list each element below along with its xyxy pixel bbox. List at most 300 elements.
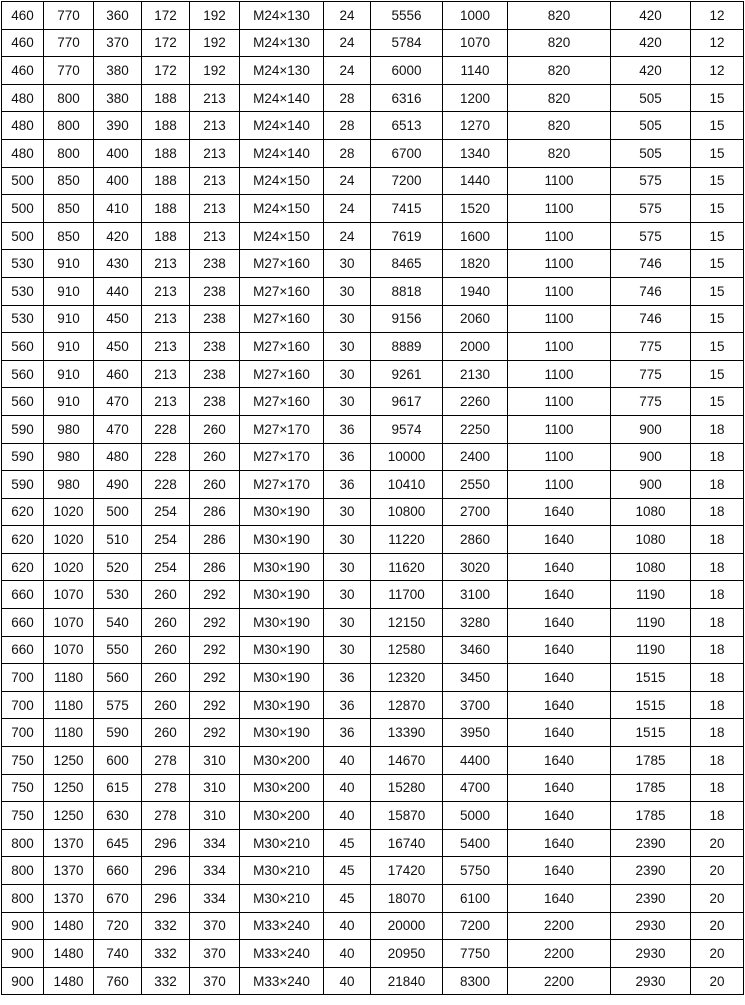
table-cell: 334 [190, 829, 240, 857]
table-cell: 980 [44, 471, 94, 499]
table-cell: 1270 [443, 112, 508, 140]
table-row [2, 471, 744, 499]
table-cell: M27×160 [240, 305, 324, 333]
table-cell: 490 [94, 471, 142, 499]
table-cell: 1100 [508, 167, 611, 195]
table-cell: 1070 [443, 29, 508, 57]
table-cell: 332 [142, 940, 190, 968]
table-cell: 213 [190, 84, 240, 112]
table-cell: 775 [611, 333, 691, 361]
table-cell: 6700 [371, 139, 443, 167]
table-cell: 334 [190, 857, 240, 885]
table-cell: 560 [94, 664, 142, 692]
table-row [2, 388, 744, 416]
table-cell: M33×240 [240, 940, 324, 968]
table-cell: 15 [691, 277, 744, 305]
spec-table [1, 1, 744, 995]
table-cell: 775 [611, 360, 691, 388]
table-row [2, 581, 744, 609]
table-cell: 1100 [508, 222, 611, 250]
table-cell: 750 [2, 802, 44, 830]
table-cell: 10000 [371, 443, 443, 471]
table-cell: 286 [190, 553, 240, 581]
table-cell: M27×160 [240, 250, 324, 278]
table-row [2, 84, 744, 112]
table-cell: M30×210 [240, 829, 324, 857]
table-cell: 575 [611, 222, 691, 250]
table-cell: 380 [94, 57, 142, 85]
table-cell: 238 [190, 333, 240, 361]
table-cell: M27×170 [240, 415, 324, 443]
table-cell: 400 [94, 167, 142, 195]
table-cell: 910 [44, 360, 94, 388]
table-cell: 12 [691, 57, 744, 85]
table-cell: 560 [2, 333, 44, 361]
table-cell: 450 [94, 305, 142, 333]
table-cell: 500 [2, 167, 44, 195]
table-cell: 480 [2, 139, 44, 167]
table-cell: 1100 [508, 360, 611, 388]
table-cell: 188 [142, 112, 190, 140]
table-cell: M30×190 [240, 498, 324, 526]
table-cell: M27×170 [240, 443, 324, 471]
table-row [2, 222, 744, 250]
table-cell: 310 [190, 802, 240, 830]
table-cell: 45 [324, 857, 371, 885]
table-cell: 40 [324, 967, 371, 995]
table-cell: 900 [2, 940, 44, 968]
table-cell: 40 [324, 802, 371, 830]
table-cell: 213 [190, 112, 240, 140]
table-cell: 292 [190, 691, 240, 719]
table-cell: 36 [324, 471, 371, 499]
table-cell: 2860 [443, 526, 508, 554]
table-cell: 8889 [371, 333, 443, 361]
table-cell: M30×210 [240, 857, 324, 885]
table-cell: 18 [691, 636, 744, 664]
table-row [2, 195, 744, 223]
table-cell: 20 [691, 829, 744, 857]
table-cell: 21840 [371, 967, 443, 995]
table-cell: 820 [508, 2, 611, 30]
table-cell: 620 [2, 526, 44, 554]
table-cell: 1520 [443, 195, 508, 223]
table-cell: 28 [324, 112, 371, 140]
table-cell: 800 [44, 84, 94, 112]
table-cell: 530 [2, 250, 44, 278]
table-cell: 260 [190, 471, 240, 499]
table-row [2, 912, 744, 940]
table-cell: 30 [324, 609, 371, 637]
table-cell: 820 [508, 57, 611, 85]
table-cell: 213 [142, 360, 190, 388]
table-cell: 980 [44, 443, 94, 471]
table-cell: 1000 [443, 2, 508, 30]
table-cell: 15 [691, 84, 744, 112]
table-cell: 1785 [611, 802, 691, 830]
table-cell: 15 [691, 388, 744, 416]
table-row [2, 636, 744, 664]
table-cell: 292 [190, 719, 240, 747]
table-cell: 1190 [611, 581, 691, 609]
table-cell: 700 [2, 719, 44, 747]
table-cell: 213 [142, 305, 190, 333]
table-row [2, 167, 744, 195]
table-cell: 260 [142, 636, 190, 664]
table-cell: 8818 [371, 277, 443, 305]
table-cell: 296 [142, 829, 190, 857]
table-cell: 1370 [44, 885, 94, 913]
table-cell: 800 [44, 139, 94, 167]
table-cell: 660 [2, 636, 44, 664]
table-cell: 820 [508, 84, 611, 112]
table-cell: 30 [324, 277, 371, 305]
table-cell: 1515 [611, 719, 691, 747]
table-cell: 20950 [371, 940, 443, 968]
table-cell: 278 [142, 802, 190, 830]
table-cell: 213 [190, 195, 240, 223]
table-cell: 2000 [443, 333, 508, 361]
table-row [2, 553, 744, 581]
table-cell: M30×200 [240, 774, 324, 802]
table-cell: 14670 [371, 747, 443, 775]
table-cell: 1080 [611, 553, 691, 581]
table-cell: 213 [142, 388, 190, 416]
table-cell: M27×160 [240, 388, 324, 416]
table-cell: 900 [2, 967, 44, 995]
table-cell: 7415 [371, 195, 443, 223]
table-cell: 18 [691, 774, 744, 802]
table-cell: M24×140 [240, 84, 324, 112]
table-cell: M24×140 [240, 139, 324, 167]
table-cell: 296 [142, 885, 190, 913]
table-cell: 5000 [443, 802, 508, 830]
table-cell: 292 [190, 664, 240, 692]
table-cell: 480 [2, 84, 44, 112]
table-cell: 18 [691, 581, 744, 609]
table-cell: M30×190 [240, 719, 324, 747]
table-cell: 470 [94, 388, 142, 416]
table-cell: 296 [142, 857, 190, 885]
table-cell: 238 [190, 277, 240, 305]
table-cell: M24×130 [240, 57, 324, 85]
table-cell: 24 [324, 167, 371, 195]
table-cell: 18 [691, 747, 744, 775]
table-cell: 1820 [443, 250, 508, 278]
table-cell: 213 [142, 277, 190, 305]
table-cell: 540 [94, 609, 142, 637]
table-cell: 40 [324, 774, 371, 802]
table-cell: 1640 [508, 802, 611, 830]
table-cell: 480 [2, 112, 44, 140]
table-cell: 3100 [443, 581, 508, 609]
table-cell: 575 [611, 167, 691, 195]
table-cell: 1070 [44, 581, 94, 609]
table-cell: 2260 [443, 388, 508, 416]
table-cell: 1640 [508, 829, 611, 857]
table-cell: 18 [691, 553, 744, 581]
table-cell: M24×130 [240, 2, 324, 30]
table-cell: 332 [142, 967, 190, 995]
table-cell: 1180 [44, 691, 94, 719]
table-cell: 910 [44, 277, 94, 305]
table-cell: 16740 [371, 829, 443, 857]
table-cell: 660 [2, 581, 44, 609]
table-cell: 8465 [371, 250, 443, 278]
table-cell: M27×160 [240, 360, 324, 388]
table-cell: 11620 [371, 553, 443, 581]
table-row [2, 139, 744, 167]
table-row [2, 57, 744, 85]
table-cell: 2130 [443, 360, 508, 388]
table-row [2, 360, 744, 388]
table-cell: 30 [324, 581, 371, 609]
table-cell: 2700 [443, 498, 508, 526]
table-cell: 12 [691, 29, 744, 57]
table-cell: M30×200 [240, 747, 324, 775]
table-cell: 213 [190, 139, 240, 167]
table-cell: 30 [324, 526, 371, 554]
table-cell: 286 [190, 526, 240, 554]
table-cell: 1640 [508, 664, 611, 692]
table-cell: 12870 [371, 691, 443, 719]
table-cell: 505 [611, 139, 691, 167]
table-cell: 1250 [44, 774, 94, 802]
table-cell: 370 [94, 29, 142, 57]
table-cell: 820 [508, 139, 611, 167]
table-cell: M33×240 [240, 967, 324, 995]
table-cell: 1180 [44, 664, 94, 692]
table-cell: 30 [324, 553, 371, 581]
table-row [2, 29, 744, 57]
table-cell: 850 [44, 222, 94, 250]
table-cell: 40 [324, 912, 371, 940]
table-cell: 40 [324, 747, 371, 775]
table-cell: 370 [190, 940, 240, 968]
table-cell: 1785 [611, 747, 691, 775]
table-cell: 590 [2, 415, 44, 443]
table-cell: 188 [142, 84, 190, 112]
table-cell: 1640 [508, 609, 611, 637]
table-cell: 30 [324, 250, 371, 278]
table-cell: 213 [142, 333, 190, 361]
table-cell: 670 [94, 885, 142, 913]
table-cell: 213 [142, 250, 190, 278]
table-row [2, 2, 744, 30]
table-cell: M27×170 [240, 471, 324, 499]
table-cell: 800 [2, 857, 44, 885]
table-cell: 615 [94, 774, 142, 802]
table-row [2, 333, 744, 361]
table-cell: M24×130 [240, 29, 324, 57]
table-cell: 9617 [371, 388, 443, 416]
table-cell: 410 [94, 195, 142, 223]
table-cell: 1100 [508, 250, 611, 278]
table-cell: 36 [324, 664, 371, 692]
table-cell: M30×190 [240, 526, 324, 554]
table-cell: 1100 [508, 443, 611, 471]
table-cell: 12150 [371, 609, 443, 637]
table-cell: 12 [691, 2, 744, 30]
table-cell: 228 [142, 443, 190, 471]
table-cell: 15 [691, 305, 744, 333]
table-cell: 1190 [611, 609, 691, 637]
table-cell: 172 [142, 2, 190, 30]
table-cell: M30×190 [240, 664, 324, 692]
table-cell: 1640 [508, 885, 611, 913]
table-cell: 260 [142, 609, 190, 637]
table-cell: 45 [324, 885, 371, 913]
table-cell: 332 [142, 912, 190, 940]
table-cell: 254 [142, 498, 190, 526]
table-cell: 10800 [371, 498, 443, 526]
table-cell: 1640 [508, 719, 611, 747]
table-cell: 1020 [44, 526, 94, 554]
table-cell: 590 [94, 719, 142, 747]
table-row [2, 829, 744, 857]
table-cell: 2060 [443, 305, 508, 333]
table-cell: 18 [691, 526, 744, 554]
table-cell: 3950 [443, 719, 508, 747]
table-cell: 1140 [443, 57, 508, 85]
table-cell: 36 [324, 691, 371, 719]
table-cell: 1200 [443, 84, 508, 112]
table-cell: 28 [324, 139, 371, 167]
table-row [2, 305, 744, 333]
table-cell: 192 [190, 2, 240, 30]
table-cell: 20 [691, 967, 744, 995]
table-cell: 20 [691, 885, 744, 913]
table-row [2, 774, 744, 802]
table-cell: 30 [324, 388, 371, 416]
table-cell: 1020 [44, 553, 94, 581]
table-cell: 900 [611, 443, 691, 471]
table-cell: 575 [611, 195, 691, 223]
table-cell: 8300 [443, 967, 508, 995]
table-cell: 746 [611, 305, 691, 333]
table-cell: 460 [2, 57, 44, 85]
table-cell: 460 [2, 2, 44, 30]
table-cell: 1640 [508, 747, 611, 775]
table-cell: 15 [691, 250, 744, 278]
table-cell: 20 [691, 857, 744, 885]
table-cell: 18 [691, 719, 744, 747]
table-cell: 600 [94, 747, 142, 775]
table-cell: 172 [142, 57, 190, 85]
table-cell: 850 [44, 167, 94, 195]
table-cell: 1640 [508, 774, 611, 802]
table-cell: 5750 [443, 857, 508, 885]
table-cell: 900 [611, 471, 691, 499]
table-cell: 254 [142, 553, 190, 581]
table-row [2, 802, 744, 830]
table-cell: 292 [190, 636, 240, 664]
table-cell: 1020 [44, 498, 94, 526]
table-row [2, 967, 744, 995]
table-cell: 20 [691, 940, 744, 968]
table-cell: M30×190 [240, 581, 324, 609]
table-cell: 746 [611, 277, 691, 305]
table-cell: 30 [324, 636, 371, 664]
table-cell: 370 [190, 912, 240, 940]
table-cell: 2390 [611, 829, 691, 857]
table-cell: 12580 [371, 636, 443, 664]
table-cell: 575 [94, 691, 142, 719]
table-cell: 9156 [371, 305, 443, 333]
table-cell: 40 [324, 940, 371, 968]
table-cell: M27×160 [240, 333, 324, 361]
table-cell: 30 [324, 333, 371, 361]
table-cell: 2390 [611, 857, 691, 885]
table-cell: 420 [611, 57, 691, 85]
table-cell: 260 [190, 443, 240, 471]
table-cell: 910 [44, 388, 94, 416]
table-row [2, 664, 744, 692]
table-row [2, 747, 744, 775]
table-cell: 15 [691, 167, 744, 195]
table-cell: 9261 [371, 360, 443, 388]
table-cell: 310 [190, 747, 240, 775]
table-cell: 910 [44, 305, 94, 333]
table-cell: 15 [691, 195, 744, 223]
table-cell: 800 [44, 112, 94, 140]
table-cell: 238 [190, 250, 240, 278]
table-cell: 30 [324, 360, 371, 388]
table-cell: 700 [2, 664, 44, 692]
table-cell: 2550 [443, 471, 508, 499]
table-cell: 12320 [371, 664, 443, 692]
table-cell: 1640 [508, 553, 611, 581]
table-cell: M24×150 [240, 222, 324, 250]
table-cell: 24 [324, 57, 371, 85]
table-row [2, 719, 744, 747]
table-cell: 1250 [44, 802, 94, 830]
table-row [2, 250, 744, 278]
table-cell: 3280 [443, 609, 508, 637]
table-cell: 254 [142, 526, 190, 554]
table-cell: 460 [2, 29, 44, 57]
table-cell: 3700 [443, 691, 508, 719]
table-cell: 1100 [508, 333, 611, 361]
table-cell: 820 [508, 29, 611, 57]
table-cell: 1370 [44, 829, 94, 857]
table-cell: 7750 [443, 940, 508, 968]
table-cell: 660 [94, 857, 142, 885]
table-cell: 1100 [508, 195, 611, 223]
table-cell: 1480 [44, 940, 94, 968]
table-cell: 7619 [371, 222, 443, 250]
table-cell: 910 [44, 333, 94, 361]
table-cell: 750 [2, 747, 44, 775]
table-cell: 910 [44, 250, 94, 278]
table-cell: 9574 [371, 415, 443, 443]
table-cell: 11220 [371, 526, 443, 554]
table-cell: 213 [190, 167, 240, 195]
table-cell: 188 [142, 167, 190, 195]
table-cell: 1180 [44, 719, 94, 747]
table-cell: 6100 [443, 885, 508, 913]
table-cell: 24 [324, 195, 371, 223]
table-cell: 775 [611, 388, 691, 416]
table-cell: 420 [611, 29, 691, 57]
table-cell: 510 [94, 526, 142, 554]
table-cell: 24 [324, 222, 371, 250]
table-cell: 1340 [443, 139, 508, 167]
table-cell: 1515 [611, 664, 691, 692]
table-cell: 530 [2, 277, 44, 305]
table-cell: 4700 [443, 774, 508, 802]
table-cell: 1640 [508, 526, 611, 554]
